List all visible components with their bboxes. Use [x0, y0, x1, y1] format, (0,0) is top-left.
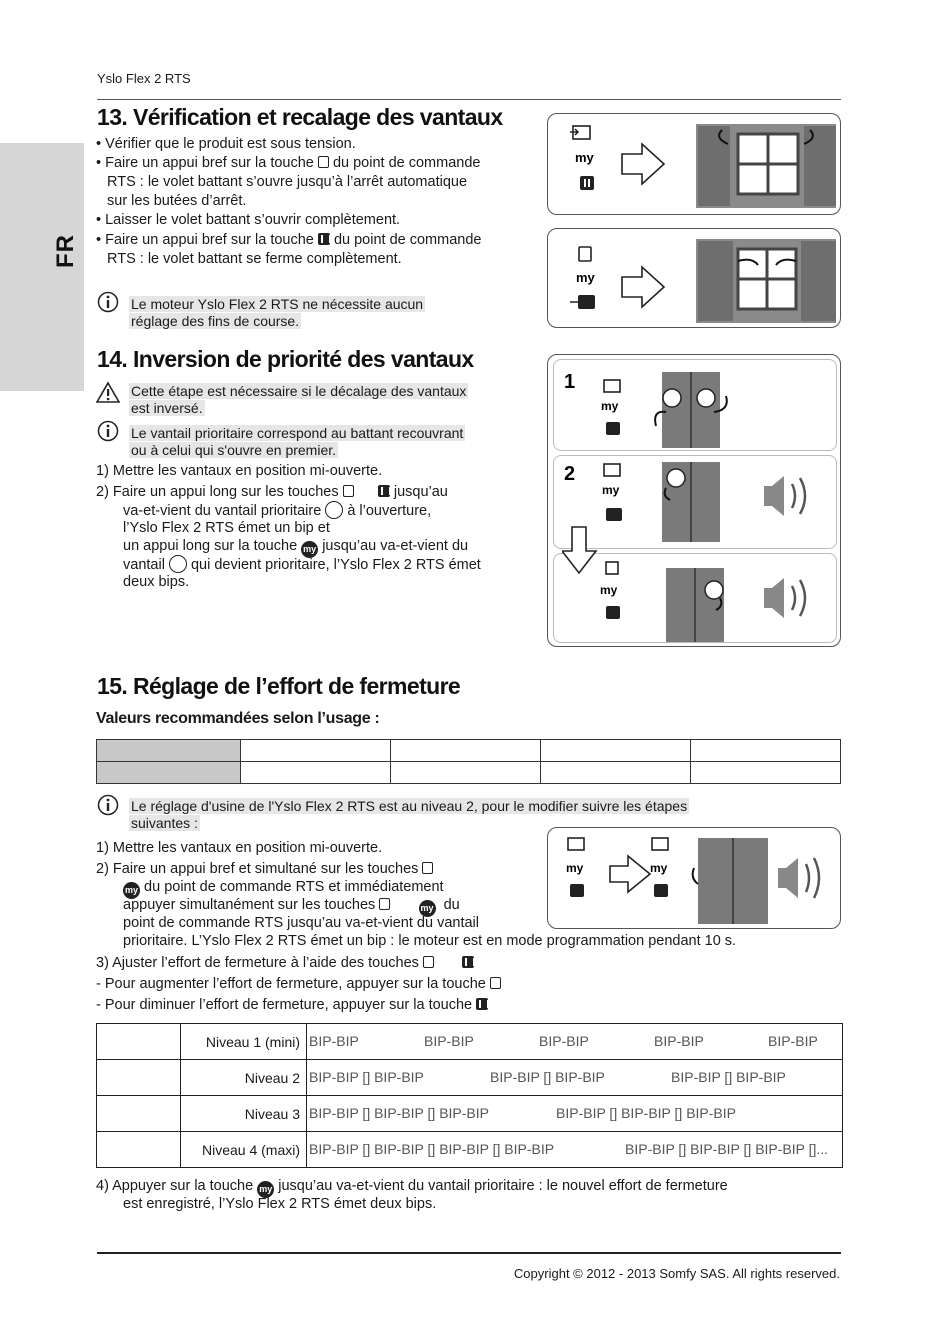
s15-increase-instruction: - Pour augmenter l’effort de fermeture, appuyer sur la touche: [96, 975, 501, 994]
language-label: FR: [52, 234, 79, 268]
figure-step-number: 1: [564, 371, 576, 393]
svg-text:my: my: [600, 583, 618, 597]
s15-step-2-line-4: point de commande RTS jusqu’au va-et-vient du vantail: [123, 915, 479, 931]
s14-step-2-line-5: vantail qui devient prioritaire, l’Yslo Flex 2 RTS émet: [123, 557, 481, 573]
up-button-icon: [422, 862, 433, 874]
svg-text:my: my: [601, 399, 619, 413]
s14-step-2-line-6: deux bips.: [123, 574, 190, 590]
table-row: [97, 740, 841, 762]
s15-step-2-line-3: appuyer simultanément sur les touches my du: [123, 896, 460, 917]
s15-step-2-line-2: my du point de commande RTS et immédiatement: [123, 878, 444, 899]
warning-icon: [96, 381, 120, 403]
info-icon: [97, 794, 119, 816]
level-bips: BIP-BIP [] BIP-BIP [] BIP-BIP [] BIP-BIP BIP-BIP [] BIP-BIP [] BIP-BIP []...: [307, 1132, 843, 1168]
level-bips: BIP-BIP [] BIP-BIP BIP-BIP [] BIP-BIP BIP-BIP [] BIP-BIP: [307, 1060, 843, 1096]
recommended-values-table: [96, 739, 841, 784]
shutter-leaf-icon: [169, 555, 187, 573]
my-button-icon: my: [123, 882, 140, 899]
section-13-title: 13. Vérification et recalage des vantaux: [97, 104, 503, 130]
footer-divider: [97, 1252, 841, 1254]
s14-warning: Cette étape est nécessaire si le décalage des vantaux est inversé.: [131, 383, 467, 416]
s13-bullet-2-line-3: sur les butées d’arrêt.: [107, 193, 247, 209]
s15-step-4-line-1: 4) Appuyer sur la touche my jusqu’au va-et-vient du vantail prioritaire : le nouvel effort de fermeture: [96, 1177, 728, 1198]
down-button-icon: [462, 956, 474, 968]
up-button-icon: [343, 485, 354, 497]
open-illustration: [548, 114, 842, 216]
info-icon: [97, 291, 119, 313]
table-row: [97, 1060, 843, 1096]
table-row: [97, 762, 841, 784]
table-row: [97, 1132, 843, 1168]
down-button-icon: [378, 485, 390, 497]
section-15-subtitle: Valeurs recommandées selon l’usage :: [96, 710, 380, 727]
language-tab: [0, 143, 84, 391]
s13-bullet-2-line-2: RTS : le volet battant s’ouvre jusqu’à l’arrêt automatique: [107, 174, 468, 190]
s13-bullet-4: • Faire un appui bref sur la touche du point de commande: [96, 232, 482, 248]
s14-step-2-line-2: va-et-vient du vantail prioritaire à l’ouverture,: [123, 503, 432, 519]
document-header: Yslo Flex 2 RTS: [97, 71, 191, 86]
s15-step-1: 1) Mettre les vantaux en position mi-ouverte.: [96, 840, 383, 856]
s15-step-2-line-5: prioritaire. L’Yslo Flex 2 RTS émet un bip : le moteur est en mode programmation pendant 10 s.: [123, 933, 737, 949]
s14-step-2-line-1: 2) Faire un appui long sur les touches jusqu’au: [96, 484, 448, 500]
s14-step-2-line-4: un appui long sur la touche my jusqu’au va-et-vient du: [123, 537, 468, 558]
section-14-title: 14. Inversion de priorité des vantaux: [97, 346, 474, 372]
s13-bullet-2: • Faire un appui bref sur la touche du point de commande: [96, 155, 481, 171]
level-name: Niveau 1 (mini): [181, 1024, 307, 1060]
levels-table: [96, 1023, 843, 1168]
figure-step-1: [553, 359, 837, 451]
figure-step-number: 2: [564, 463, 576, 485]
header-divider: [97, 99, 841, 100]
level-bips: BIP-BIP BIP-BIP BIP-BIP BIP-BIP BIP-BIP: [307, 1024, 843, 1060]
table-row: [97, 1024, 843, 1060]
s13-bullet-1: • Vérifier que le produit est sous tension.: [96, 136, 356, 152]
shutter-leaf-icon: [325, 501, 343, 519]
s13-note: Le moteur Yslo Flex 2 RTS ne nécessite aucun réglage des fins de course.: [131, 296, 424, 329]
s13-bullet-3: • Laisser le volet battant s’ouvrir complètement.: [96, 212, 401, 228]
s14-step-1: 1) Mettre les vantaux en position mi-ouverte.: [96, 463, 383, 479]
svg-text:my: my: [602, 483, 620, 497]
table-row: [97, 1096, 843, 1132]
level-name: Niveau 4 (maxi): [181, 1132, 307, 1168]
my-button-icon: my: [257, 1181, 274, 1198]
up-button-icon: [490, 977, 501, 989]
level-name: Niveau 3: [181, 1096, 307, 1132]
my-key-label: my: [576, 270, 595, 285]
up-button-icon: [379, 898, 390, 910]
my-button-icon: my: [419, 900, 436, 917]
s15-step-4-line-2: est enregistré, l’Yslo Flex 2 RTS émet deux bips.: [123, 1196, 437, 1212]
info-icon: [97, 420, 119, 442]
up-button-icon: [423, 956, 434, 968]
down-arrow-icon: [562, 525, 598, 575]
down-button-icon: [318, 233, 330, 245]
section-15-title: 15. Réglage de l’effort de fermeture: [97, 673, 461, 699]
my-button-icon: my: [301, 541, 318, 558]
svg-text:my: my: [650, 861, 668, 875]
s14-step-2-line-3: l’Yslo Flex 2 RTS émet un bip et: [123, 520, 330, 536]
s13-bullet-4-line-2: RTS : le volet battant se ferme complètement.: [107, 251, 402, 267]
up-button-icon: [318, 156, 329, 168]
level-bips: BIP-BIP [] BIP-BIP [] BIP-BIP BIP-BIP [] BIP-BIP [] BIP-BIP: [307, 1096, 843, 1132]
figure-close-shutter: [547, 228, 841, 328]
copyright: Copyright © 2012 - 2013 Somfy SAS. All rights reserved.: [513, 1266, 840, 1281]
s15-info: Le réglage d'usine de l'Yslo Flex 2 RTS est au niveau 2, pour le modifier suivre les étapes suivantes :: [131, 798, 688, 831]
down-button-icon: [476, 998, 488, 1010]
close-illustration: [548, 229, 842, 329]
s15-step-2-line-1: 2) Faire un appui bref et simultané sur les touches: [96, 860, 433, 879]
figure-open-shutter: [547, 113, 841, 215]
figure-priority-inversion: [547, 354, 841, 647]
s15-step-3: 3) Ajuster l’effort de fermeture à l’aide des touches: [96, 954, 474, 973]
level-name: Niveau 2: [181, 1060, 307, 1096]
s14-info: Le vantail prioritaire correspond au battant recouvrant ou à celui qui s'ouvre en premier.: [131, 425, 464, 458]
figure-programming-mode: [547, 827, 841, 929]
my-key-label: my: [575, 150, 594, 165]
s15-decrease-instruction: - Pour diminuer l’effort de fermeture, appuyer sur la touche: [96, 996, 488, 1015]
svg-text:my: my: [566, 861, 584, 875]
